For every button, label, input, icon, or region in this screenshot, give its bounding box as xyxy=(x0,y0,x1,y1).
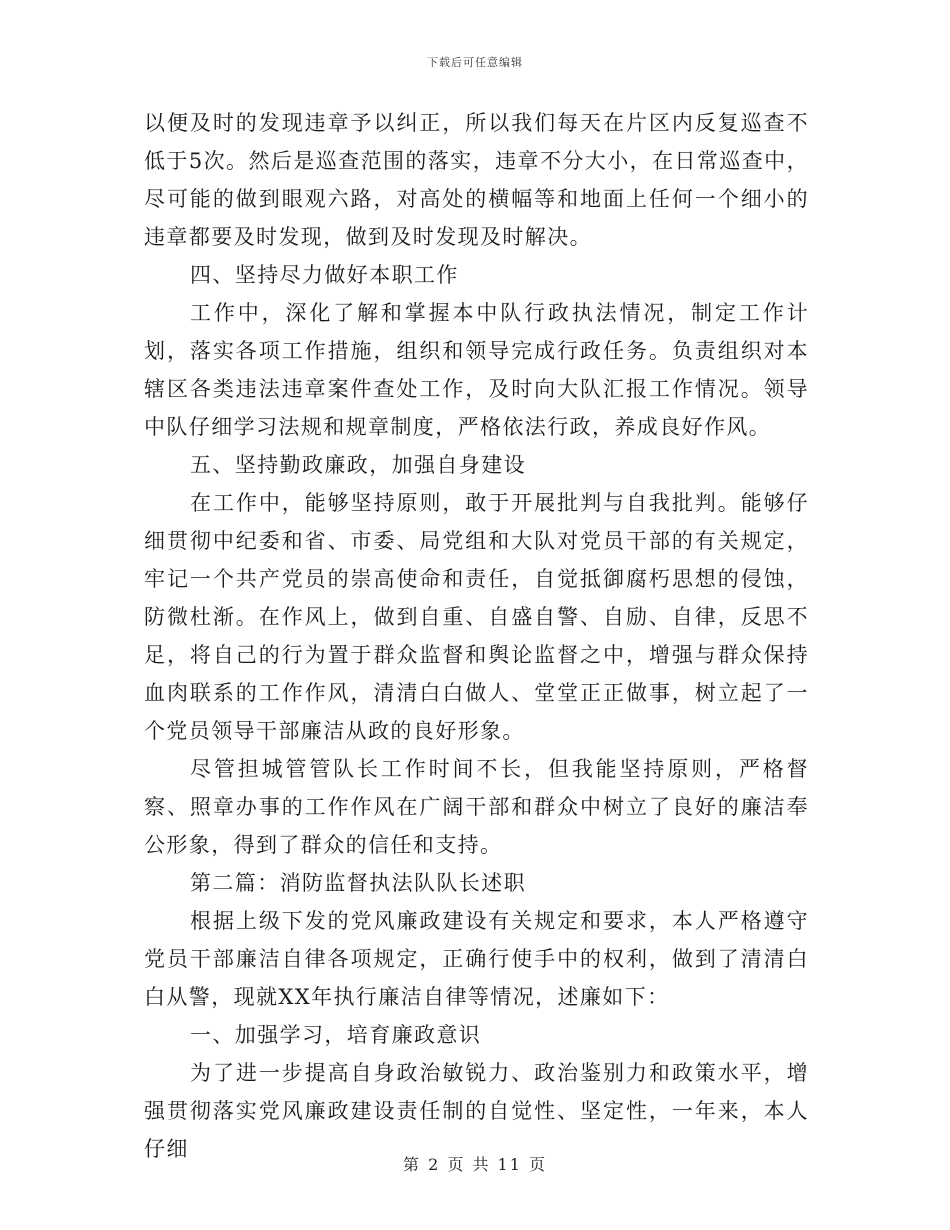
chapter-heading-2: 第二篇：消防监督执法队队长述职 xyxy=(190,871,526,895)
paragraph-1: 以便及时的发现违章予以纠正，所以我们每天在片区内反复巡查不低于5次。然后是巡查范围的落实，违章不分大小，在日常巡查中，尽可能的做到眼观六路，对高处的横幅等和地面上任何一个细小的违章都要及时发现，做到及时发现及时解决。 xyxy=(144,111,809,249)
page-number: 第 2 页 共 11 页 xyxy=(403,1155,547,1174)
paragraph-2: 工作中，深化了解和掌握本中队行政执法情况，制定工作计划，落实各项工作措施，组织和领导完成行政任务。负责组织对本辖区各类违法违章案件查处工作，及时向大队汇报工作情况。领导中队仔细学习法规和规章制度，严格依法行政，养成良好作风。 xyxy=(144,301,809,439)
paragraph-5: 根据上级下发的党风廉政建设有关规定和要求，本人严格遵守党员干部廉洁自律各项规定，正确行使手中的权利，做到了清清白白从警，现就XX年执行廉洁自律等情况，述廉如下： xyxy=(144,909,809,1009)
paragraph-6: 为了进一步提高自身政治敏锐力、政治鉴别力和政策水平，增强贯彻落实党风廉政建设责任制的自觉性、坚定性，一年来，本人仔细 xyxy=(144,1061,809,1161)
section-heading-5: 五、坚持勤政廉政，加强自身建设 xyxy=(190,453,526,477)
paragraph-4: 尽管担城管管队长工作时间不长，但我能坚持原则，严格督察、照章办事的工作作风在广阔干部和群众中树立了良好的廉洁奉公形象，得到了群众的信任和支持。 xyxy=(144,757,809,857)
section-heading-1: 一、加强学习，培育廉政意识 xyxy=(190,1023,482,1047)
header-note: 下载后可任意编辑 xyxy=(427,56,523,69)
document-body xyxy=(144,104,809,1168)
section-heading-4: 四、坚持尽力做好本职工作 xyxy=(190,263,459,287)
paragraph-3: 在工作中，能够坚持原则，敢于开展批判与自我批判。能够仔细贯彻中纪委和省、市委、局党组和大队对党员干部的有关规定，牢记一个共产党员的崇高使命和责任，自觉抵御腐朽思想的侵蚀，防微杜渐。在作风上，做到自重、自盛自警、自励、自律，反思不足，将自己的行为置于群众监督和舆论监督之中，增强与群众保持血肉联系的工作作风，清清白白做人、堂堂正正做事，树立起了一个党员领导干部廉洁从政的良好形象。 xyxy=(144,491,809,743)
